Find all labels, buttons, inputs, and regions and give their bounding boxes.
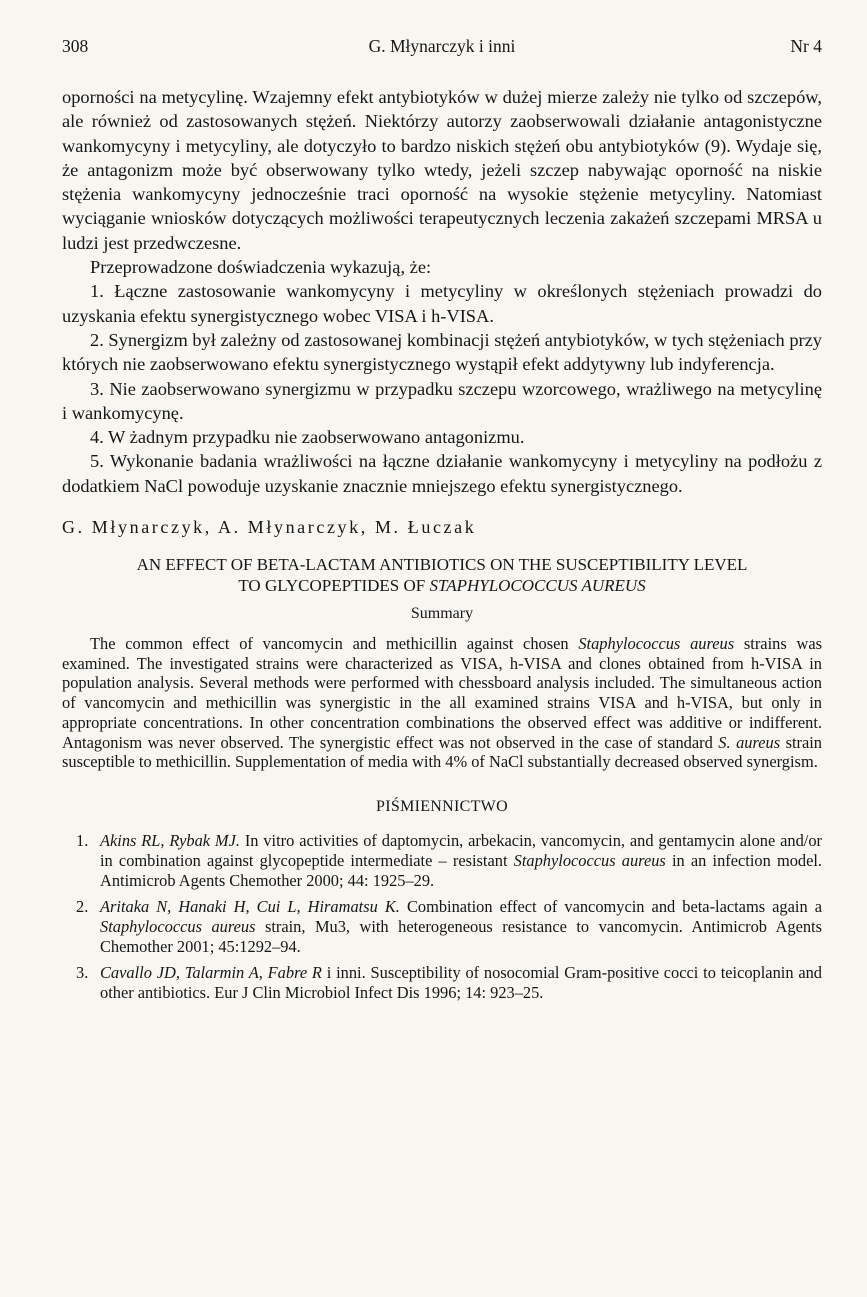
- reference-number: 2.: [76, 896, 89, 916]
- references-list: [62, 831, 822, 1003]
- reference-item: [62, 897, 822, 957]
- english-title: [62, 554, 822, 596]
- conclusion-item: 4. W żadnym przypadku nie zaobserwowano antagonizmu.: [90, 427, 525, 448]
- summary-italic: S. aureus: [718, 732, 781, 752]
- summary-heading: Summary: [410, 605, 474, 623]
- english-title-line2: [62, 575, 822, 596]
- reference-text: [100, 831, 822, 891]
- reference-body: In vitro activities of daptomycin, arbekacin, vancomycin, and gentamycin alone and/or in combination against glycopeptide intermediate – resistant: [100, 830, 822, 870]
- conclusion-item: 2. Synergizm był zależny od zastosowanej kombinacji stężeń antybiotyków, w tych stężeniach przy których nie zaobserwowano efektu synergistycznego wystąpił efekt addytywny lub indyferencja.: [62, 329, 822, 375]
- running-title: G. Młynarczyk i inni: [368, 36, 516, 56]
- reference-body: Combination effect of vancomycin and beta-lactams again a: [399, 896, 822, 916]
- journal-page: [62, 36, 822, 1019]
- summary-abstract: [62, 634, 822, 772]
- english-authors: G. Młynarczyk, A. Młynarczyk, M. Łuczak: [62, 517, 477, 538]
- conclusion-item: 1. Łączne zastosowanie wankomycyny i metycyliny w określonych stężeniach prowadzi do uzyskania efektu synergistycznego wobec VISA i h-VISA.: [62, 281, 822, 326]
- discussion-paragraph: oporności na metycylinę. Wzajemny efekt antybiotyków w dużej mierze zależy nie tylko od szczepów, ale również od zastosowanych stężeń. Niektórzy autorzy zaobserwowali działanie antagonistyczne wankomycyny i metycyliny, ale dotyczyło to bardzo niskich stężeń obu antybiotyków (9). Wydaje się, że antagonizm może być obserwowany tylko wtedy, jeżeli szczep nabywając oporność na niskie stężenia wankomycyny jednocześnie traci oporność na wysokie stężenie metycyliny. Natomiast wyciąganie wniosków dotyczących możliwości terapeutycznych leczenia zakażeń szczepami MRSA u ludzi jest przedwczesne.: [62, 87, 822, 253]
- english-title-line1: AN EFFECT OF BETA-LACTAM ANTIBIOTICS ON THE SUSCEPTIBILITY LEVEL: [136, 555, 748, 575]
- reference-body: i inni. Susceptibility of nosocomial Gram-positive cocci to teicoplanin and other antibiotics. Eur J Clin Microbiol Infect Dis 1996; 14: 923–25.: [100, 962, 822, 1002]
- reference-italic: Staphylococcus aureus: [100, 916, 256, 936]
- issue-number: Nr 4: [790, 36, 822, 56]
- references-heading: PIŚMIENNICTWO: [376, 797, 508, 815]
- summary-italic: Staphylococcus aureus: [578, 634, 735, 654]
- reference-italic: Staphylococcus aureus: [513, 850, 666, 870]
- reference-item: [62, 963, 822, 1003]
- summary-text: strains was examined. The investigated strains were characterized as VISA, h-VISA and clones obtained from h-VISA in population analysis. Several methods were performed with chessboard analysis included. The simultaneous action of vancomycin and methicillin was synergistic in the all examined strains VISA and h-VISA, but only in appropriate concentrations. In other concentration combinations the observed effect was additive or indifferent. Antagonism was never observed. The synergistic effect was not observed in the case of standard: [62, 634, 822, 752]
- discussion-text: [62, 85, 822, 498]
- conclusion-item: 5. Wykonanie badania wrażliwości na łączne działanie wankomycyny i metycyliny na podłożu z dodatkiem NaCl powoduje uzyskanie znacznie mniejszego efektu synergistycznego.: [62, 451, 822, 496]
- reference-text: [100, 963, 822, 1003]
- reference-body: in an infection model. Antimicrob Agents Chemother 2000; 44: 1925–29.: [100, 850, 823, 890]
- reference-number: 1.: [76, 830, 89, 850]
- summary-paragraph: [62, 634, 822, 772]
- english-title-plain: TO GLYCOPEPTIDES OF: [238, 576, 430, 596]
- english-title-italic: STAPHYLOCOCCUS AUREUS: [429, 576, 646, 596]
- reference-authors: Akins RL, Rybak MJ.: [100, 830, 240, 850]
- conclusion-item: 3. Nie zaobserwowano synergizmu w przypadku szczepu wzorcowego, wrażliwego na metycylinę i wankomycynę.: [62, 378, 822, 423]
- conclusions-lead: Przeprowadzone doświadczenia wykazują, że:: [90, 257, 432, 278]
- reference-text: [100, 897, 822, 957]
- reference-body: strain, Mu3, with heterogeneous resistance to vancomycin. Antimicrob Agents Chemother 2001; 45:1292–94.: [100, 916, 822, 956]
- page-header: [62, 36, 822, 58]
- page-number: 308: [62, 36, 89, 56]
- reference-number: 3.: [76, 962, 89, 982]
- reference-authors: Cavallo JD, Talarmin A, Fabre R: [100, 962, 322, 982]
- summary-text: strain susceptible to methicillin. Supplementation of media with 4% of NaCl substantially decreased observed synergism.: [62, 732, 822, 772]
- reference-item: [62, 831, 822, 891]
- reference-authors: Aritaka N, Hanaki H, Cui L, Hiramatsu K.: [100, 896, 400, 916]
- summary-text: The common effect of vancomycin and methicillin against chosen: [90, 634, 579, 654]
